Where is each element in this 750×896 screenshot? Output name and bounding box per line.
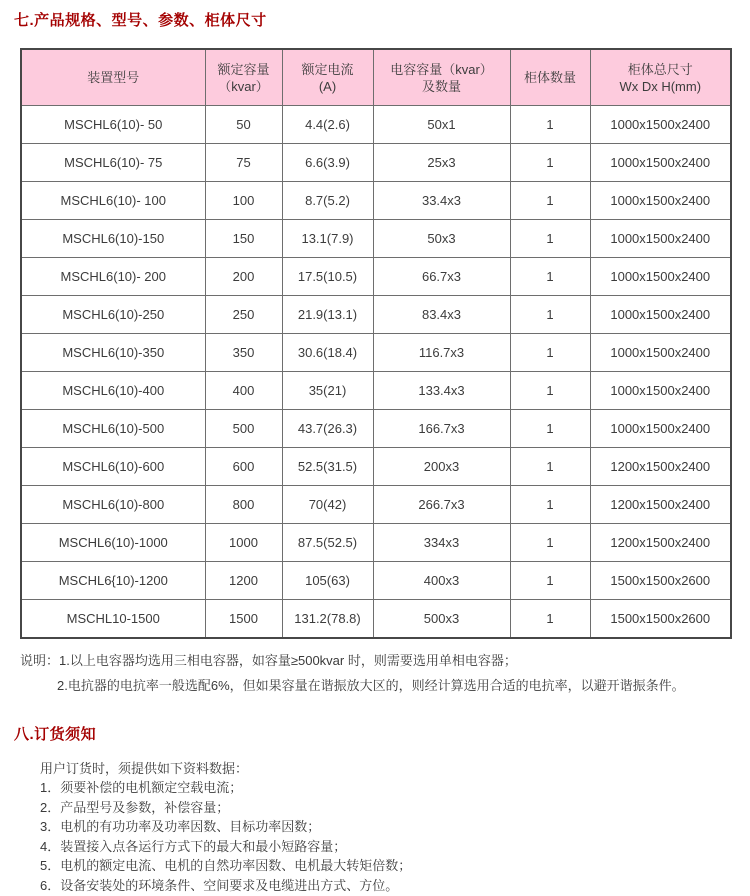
table-cell: 1000x1500x2400: [590, 106, 731, 144]
table-cell: 400x3: [373, 562, 510, 600]
table-cell: 500: [205, 410, 282, 448]
table-cell: MSCHL6(10)-600: [21, 448, 205, 486]
table-cell: 1500: [205, 600, 282, 638]
table-cell: MSCHL6(10)- 50: [21, 106, 205, 144]
note-line-2: 2.电抗器的电抗率一般选配6%，但如果容量在谐振放大区的，则经计算选用合适的电抗率，以避开谐振条件。: [57, 677, 685, 693]
table-cell: 13.1(7.9): [282, 220, 373, 258]
table-cell: 43.7(26.3): [282, 410, 373, 448]
table-cell: 1000x1500x2400: [590, 220, 731, 258]
table-cell: 21.9(13.1): [282, 296, 373, 334]
ordering-intro: 用户订货时，须提供如下资料数据：: [40, 760, 249, 776]
ordering-item: 3．电机的有功功率及功率因数、目标功率因数；: [40, 819, 321, 835]
table-header-row: [21, 49, 731, 106]
table-cell: 8.7(5.2): [282, 182, 373, 220]
table-row: [21, 600, 731, 638]
table-header: [21, 49, 731, 106]
table-cell: 50x1: [373, 106, 510, 144]
table-cell: 1: [510, 182, 590, 220]
col-header-line: (A): [318, 78, 337, 94]
table-cell: 6.6(3.9): [282, 144, 373, 182]
table-cell: 200x3: [373, 448, 510, 486]
table-cell: 1000x1500x2400: [590, 372, 731, 410]
table-cell: MSCHL6(10)-1000: [21, 524, 205, 562]
table-cell: 1: [510, 258, 590, 296]
ordering-item: 4．装置接入点各运行方式下的最大和最小短路容量；: [40, 838, 347, 854]
table-cell: 133.4x3: [373, 372, 510, 410]
table-row: [21, 410, 731, 448]
col-header-line: （kvar）: [218, 78, 269, 94]
table-cell: MSCHL6(10)-350: [21, 334, 205, 372]
table-cell: MSCHL6(10)-800: [21, 486, 205, 524]
table-row: [21, 296, 731, 334]
table-cell: 1000x1500x2400: [590, 296, 731, 334]
table-cell: 66.7x3: [373, 258, 510, 296]
table-row: [21, 334, 731, 372]
table-cell: MSCHL6(10)- 100: [21, 182, 205, 220]
table-row: [21, 144, 731, 182]
table-cell: 50: [205, 106, 282, 144]
table-cell: 350: [205, 334, 282, 372]
table-cell: 1000x1500x2400: [590, 334, 731, 372]
table-cell: 166.7x3: [373, 410, 510, 448]
table-cell: 1000x1500x2400: [590, 410, 731, 448]
table-cell: 1: [510, 334, 590, 372]
table-cell: 1000x1500x2400: [590, 182, 731, 220]
table-cell: 17.5(10.5): [282, 258, 373, 296]
table-cell: 200: [205, 258, 282, 296]
ordering-section: [40, 759, 750, 896]
table-cell: 1000: [205, 524, 282, 562]
table-cell: 70(42): [282, 486, 373, 524]
table-cell: MSCHL6(10)-150: [21, 220, 205, 258]
col-header-line: 电容容量（kvar）: [390, 61, 493, 77]
ordering-items: [40, 778, 750, 896]
table-cell: MSCHL6(10)-400: [21, 372, 205, 410]
col-header-rated-capacity: [205, 49, 282, 106]
table-body: [21, 106, 731, 638]
table-cell: 50x3: [373, 220, 510, 258]
table-cell: MSCHL6(10)- 200: [21, 258, 205, 296]
table-row: [21, 258, 731, 296]
table-cell: 1000x1500x2400: [590, 144, 731, 182]
col-header-model: [21, 49, 205, 106]
table-cell: MSCHL6(10)-500: [21, 410, 205, 448]
table-cell: 400: [205, 372, 282, 410]
col-header-line: 柜体总尺寸: [627, 61, 693, 77]
table-cell: 800: [205, 486, 282, 524]
note-line-1: [20, 648, 750, 673]
table-row: [21, 448, 731, 486]
table-cell: 1200: [205, 562, 282, 600]
table-cell: 83.4x3: [373, 296, 510, 334]
note-1-text: 1.以上电容器均选用三相电容器，如容量≥500kvar 时，则需要选用单相电容器；: [59, 652, 517, 668]
table-cell: 1500x1500x2600: [590, 562, 731, 600]
table-cell: 150: [205, 220, 282, 258]
table-cell: 105(63): [282, 562, 373, 600]
table-cell: 1: [510, 600, 590, 638]
table-cell: 131.2(78.8): [282, 600, 373, 638]
table-row: [21, 106, 731, 144]
table-cell: 75: [205, 144, 282, 182]
table-cell: 1200x1500x2400: [590, 448, 731, 486]
ordering-item: 1．须要补偿的电机额定空载电流；: [40, 780, 243, 796]
notes-block: [20, 648, 750, 698]
spec-table: [20, 48, 732, 639]
table-cell: 1000x1500x2400: [590, 258, 731, 296]
col-header-line: 装置型号: [87, 70, 140, 85]
table-row: [21, 524, 731, 562]
table-row: [21, 372, 731, 410]
table-cell: 52.5(31.5): [282, 448, 373, 486]
table-row: [21, 220, 731, 258]
table-cell: 35(21): [282, 372, 373, 410]
table-cell: 1: [510, 106, 590, 144]
table-cell: 1: [510, 372, 590, 410]
table-cell: 1500x1500x2600: [590, 600, 731, 638]
table-cell: MSCHL6{10)-1200: [21, 562, 205, 600]
table-cell: 100: [205, 182, 282, 220]
table-cell: 250: [205, 296, 282, 334]
col-header-rated-current: [282, 49, 373, 106]
col-header-capacitor-capacity: [373, 49, 510, 106]
table-cell: 1: [510, 220, 590, 258]
table-cell: 1: [510, 486, 590, 524]
table-cell: MSCHL6(10)-250: [21, 296, 205, 334]
section7-title: 七.产品规格、型号、参数、柜体尺寸: [14, 12, 267, 29]
col-header-cabinet-size: [590, 49, 731, 106]
table-cell: 1: [510, 524, 590, 562]
table-row: [21, 182, 731, 220]
ordering-item: 6．设备安装处的环境条件、空间要求及电缆进出方式、方位。: [40, 878, 399, 894]
table-cell: 30.6(18.4): [282, 334, 373, 372]
col-header-line: 额定容量: [217, 61, 270, 77]
col-header-line: Wx Dx H(mm): [619, 78, 702, 94]
table-cell: 600: [205, 448, 282, 486]
table-cell: 1: [510, 562, 590, 600]
table-cell: 334x3: [373, 524, 510, 562]
notes-label: 说明：: [20, 652, 60, 668]
ordering-item: 5．电机的额定电流、电机的自然功率因数、电机最大转矩倍数；: [40, 858, 412, 874]
table-cell: 1: [510, 410, 590, 448]
table-cell: 1: [510, 448, 590, 486]
col-header-line: 柜体数量: [523, 70, 576, 85]
table-cell: 1200x1500x2400: [590, 524, 731, 562]
table-cell: 25x3: [373, 144, 510, 182]
table-cell: 1: [510, 144, 590, 182]
table-cell: MSCHL10-1500: [21, 600, 205, 638]
table-cell: 87.5(52.5): [282, 524, 373, 562]
col-header-cabinet-count: [510, 49, 590, 106]
col-header-line: 额定电流: [301, 61, 354, 77]
col-header-line: 及数量: [421, 78, 461, 94]
table-cell: 500x3: [373, 600, 510, 638]
ordering-item: 2．产品型号及参数，补偿容量；: [40, 799, 230, 815]
table-row: [21, 562, 731, 600]
table-cell: 1200x1500x2400: [590, 486, 731, 524]
table-cell: 33.4x3: [373, 182, 510, 220]
table-cell: MSCHL6(10)- 75: [21, 144, 205, 182]
table-cell: 4.4(2.6): [282, 106, 373, 144]
table-row: [21, 486, 731, 524]
table-cell: 1: [510, 296, 590, 334]
table-cell: 116.7x3: [373, 334, 510, 372]
table-cell: 266.7x3: [373, 486, 510, 524]
section8-title: 八.订货须知: [14, 725, 97, 743]
